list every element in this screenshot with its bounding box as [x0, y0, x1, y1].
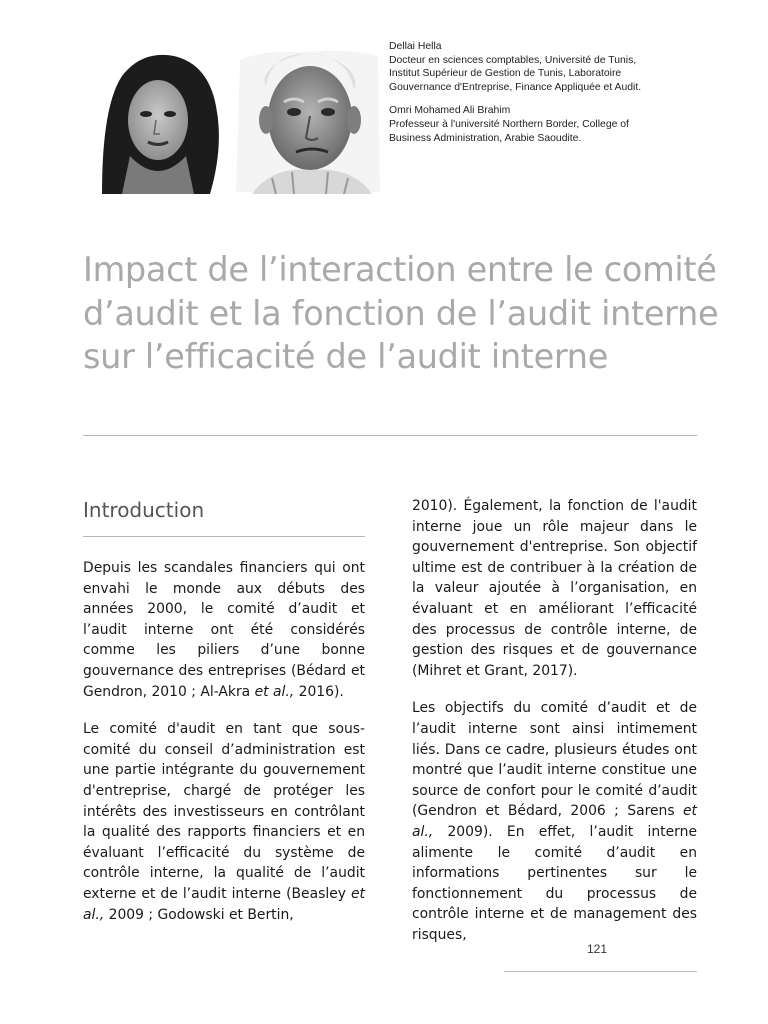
paragraph: 2010). Également, la fonction de l'audit interne joue un rôle majeur dans le gouvernement d'entreprise. Son objectif ultime est de contribuer à la création de la valeur ajoutée à l’organisation, en évaluant et en améliorant l’efficacité des processus de contrôle interne, de gestion des risques et de gouvernance (Mihret et Grant, 2017). [412, 498, 697, 679]
section-heading-divider [83, 536, 365, 537]
author-affiliation-line: Institut Supérieur de Gestion de Tunis, Laboratoire [389, 68, 622, 80]
author-affiliation-line: Gouvernance d'Entreprise, Finance Appliquée et Audit. [389, 81, 642, 93]
author-name: Dellai Hella [389, 41, 442, 52]
author-1 [389, 40, 719, 94]
footer-divider [504, 971, 697, 972]
author-photo-omri-mohamed-ali-brahim [232, 46, 382, 194]
author-affiliation-line: Professeur à l'université Northern Border, College of [389, 118, 629, 130]
title-divider [83, 435, 697, 436]
author-photos [82, 46, 382, 194]
author-photo-dellai-hella [82, 46, 230, 194]
author-name: Omri Mohamed Ali Brahim [389, 105, 511, 117]
paragraph: Le comité d'audit en tant que sous-comité du conseil d’administration est une partie intégrante du gouvernement d'entreprise, chargé de protéger les intérêts des investisseurs en contrôlant la qualité des rapports financiers et en évaluant l’efficacité du système de contrôle interne, la qualité de l’audit externe et de l’audit interne (Beasley et al., 2009 ; Godowski et Bertin, [83, 721, 365, 923]
paragraph: Les objectifs du comité d’audit et de l’audit interne sont ainsi intimement liés. Dans ce cadre, plusieurs études ont montré que l’audit interne constitue une source de confort pour le comité d’audit (Gendron et Bédard, 2006 ; Sarens et al., 2009). En effet, l’audit interne alimente le comité d’audit en informations pertinentes sur le fonctionnement du processus de contrôle interne et de management des risques, [412, 700, 697, 943]
author-list [389, 40, 719, 155]
page-number: 121 [587, 942, 608, 956]
author-affiliation-line: Business Administration, Arabie Saoudite. [389, 132, 582, 144]
body-column-right [412, 496, 697, 962]
section-heading-introduction: Introduction [83, 498, 205, 522]
article-title: Impact de l’interaction entre le comité d’audit et la fonction de l’audit interne sur l’efficacité de l’audit interne [83, 250, 719, 376]
paragraph: Depuis les scandales financiers qui ont envahi le monde aux débuts des années 2000, le comité d’audit et l’audit interne ont été considérés comme les piliers d’une bonne gouvernance des entreprises (Bédard et Gendron, 2010 ; Al-Akra et al., 2016). [83, 560, 365, 700]
body-column-left [83, 558, 365, 942]
author-affiliation-line: Docteur en sciences comptables, Université de Tunis, [389, 54, 637, 66]
author-2 [389, 104, 719, 145]
